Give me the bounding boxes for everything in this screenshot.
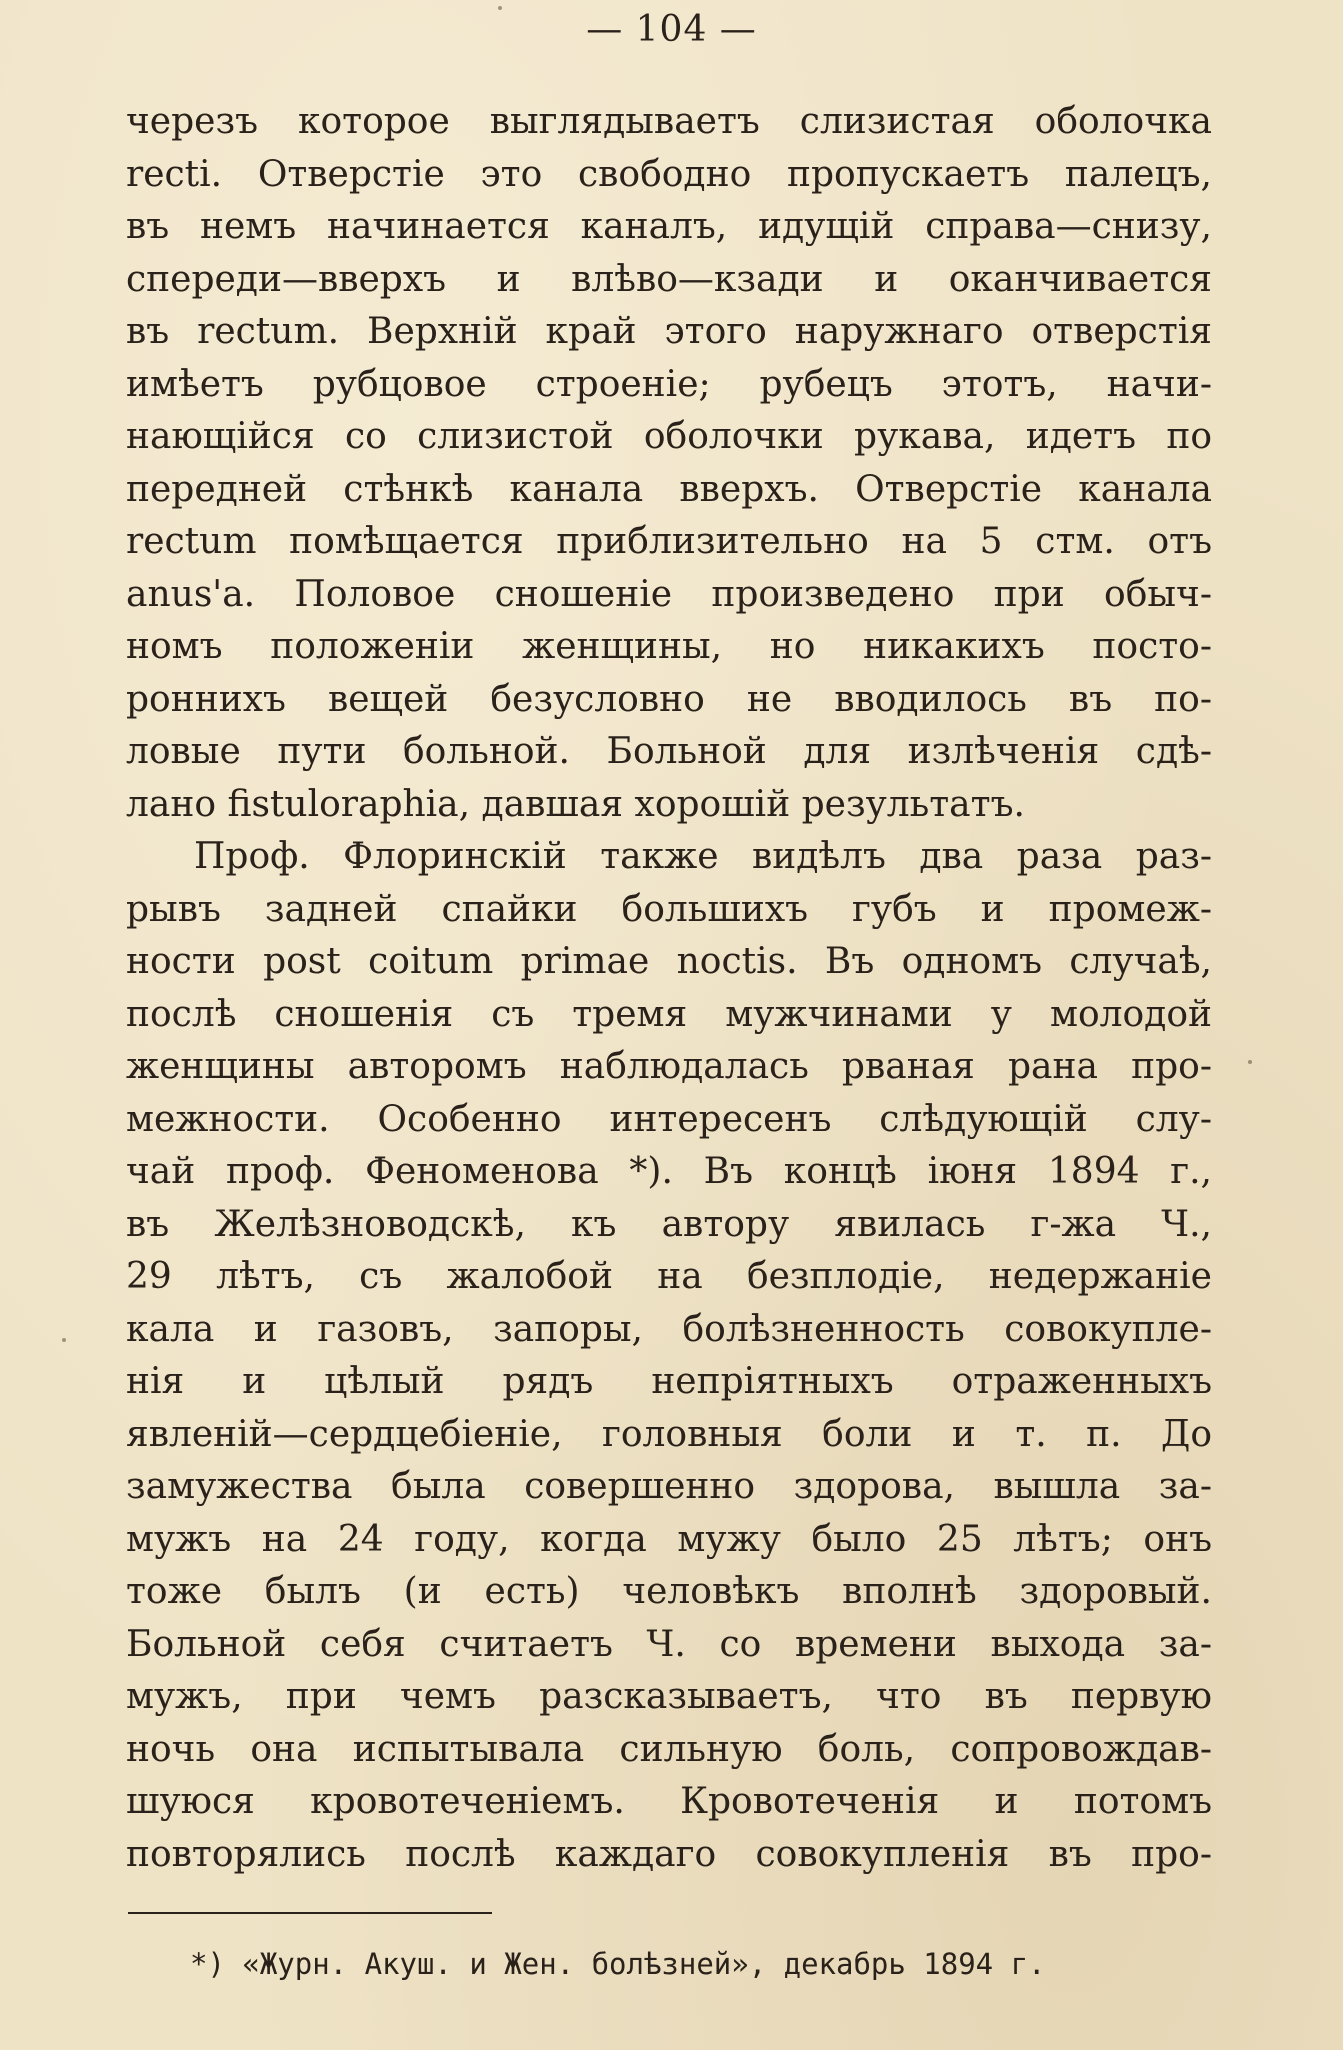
text-line: послѣ сношенія съ тремя мужчинами у молодой (126, 993, 1212, 1035)
paper-speck (1248, 1060, 1252, 1064)
text-line: ловые пути больной. Больной для излѣченія сдѣ- (126, 731, 1212, 772)
text-line: въ rectum. Верхній край этого наружнаго отверстія (126, 311, 1212, 352)
paragraph-1 (126, 96, 1212, 831)
text-line: женщины авторомъ наблюдалась рваная рана про- (126, 1046, 1212, 1087)
text-line: anus'a. Половое сношеніе произведено при обыч- (126, 573, 1212, 615)
text-line: 29 лѣтъ, съ жалобой на безплодіе, недержаніе (126, 1256, 1212, 1297)
text-line: ночь она испытывала сильную боль, сопровождав- (126, 1728, 1212, 1770)
text-line: мужъ на 24 году, когда мужу было 25 лѣтъ; онъ (126, 1518, 1212, 1560)
text-line: мужъ, при чемъ разсказываетъ, что въ первую (126, 1676, 1212, 1717)
text-line: передней стѣнкѣ канала вверхъ. Отверстіе канала (126, 468, 1212, 510)
text-line: нающійся со слизистой оболочки рукава, идетъ по (126, 416, 1212, 457)
paragraph-2 (126, 831, 1212, 1881)
text-line: лано fistuloraphia, давшая хорошій результатъ. (126, 783, 1025, 825)
text-line: явленій—сердцебіеніе, головныя боли и т. п. До (126, 1413, 1212, 1455)
text-line: роннихъ вещей безусловно не вводилось въ по- (126, 678, 1212, 720)
text-line: нія и цѣлый рядъ непріятныхъ отраженныхъ (126, 1361, 1212, 1402)
text-line: межности. Особенно интересенъ слѣдующій слу- (126, 1098, 1212, 1140)
text-line: кала и газовъ, запоры, болѣзненность совокупле- (126, 1308, 1212, 1350)
text-line: повторялись послѣ каждаго совокупленія въ про- (126, 1833, 1212, 1875)
text-line: ности post coitum primae noctis. Въ одномъ случаѣ, (126, 941, 1212, 982)
body-text (126, 96, 1212, 1881)
text-line: въ Желѣзноводскѣ, къ автору явилась г-жа Ч., (126, 1203, 1212, 1245)
text-line: recti. Отверстіе это свободно пропускаетъ палецъ, (126, 153, 1212, 195)
paper-speck (498, 6, 502, 10)
text-line: тоже былъ (и есть) человѣкъ вполнѣ здоровый. (126, 1571, 1212, 1612)
text-line: въ немъ начинается каналъ, идущій справа—снизу, (126, 206, 1212, 247)
text-line: черезъ которое выглядываетъ слизистая оболочка (126, 101, 1212, 142)
text-line: rectum помѣщается приблизительно на 5 стм. отъ (126, 521, 1212, 562)
paper-speck (62, 1338, 66, 1342)
text-line: Проф. Флоринскій также видѣлъ два раза раз- (194, 836, 1212, 877)
text-line: имѣетъ рубцовое строеніе; рубецъ этотъ, начи- (126, 363, 1212, 405)
text-line: номъ положеніи женщины, но никакихъ посто- (126, 626, 1212, 667)
text-line: замужества была совершенно здорова, вышла за- (126, 1466, 1212, 1507)
text-line: шуюся кровотеченіемъ. Кровотеченія и потомъ (126, 1781, 1212, 1822)
text-line: рывъ задней спайки большихъ губъ и промеж- (126, 888, 1212, 930)
footnote: *) «Журн. Акуш. и Жен. болѣзней», декабрь 1894 г. (190, 1947, 1046, 1981)
text-line: спереди—вверхъ и влѣво—кзади и оканчивается (126, 258, 1212, 300)
page-number: — 104 — (586, 9, 757, 50)
text-line: чай проф. Феноменова *). Въ концѣ іюня 1894 г., (126, 1151, 1212, 1192)
footnote-divider (128, 1912, 492, 1914)
text-line: Больной себя считаетъ Ч. со времени выхода за- (126, 1623, 1212, 1665)
